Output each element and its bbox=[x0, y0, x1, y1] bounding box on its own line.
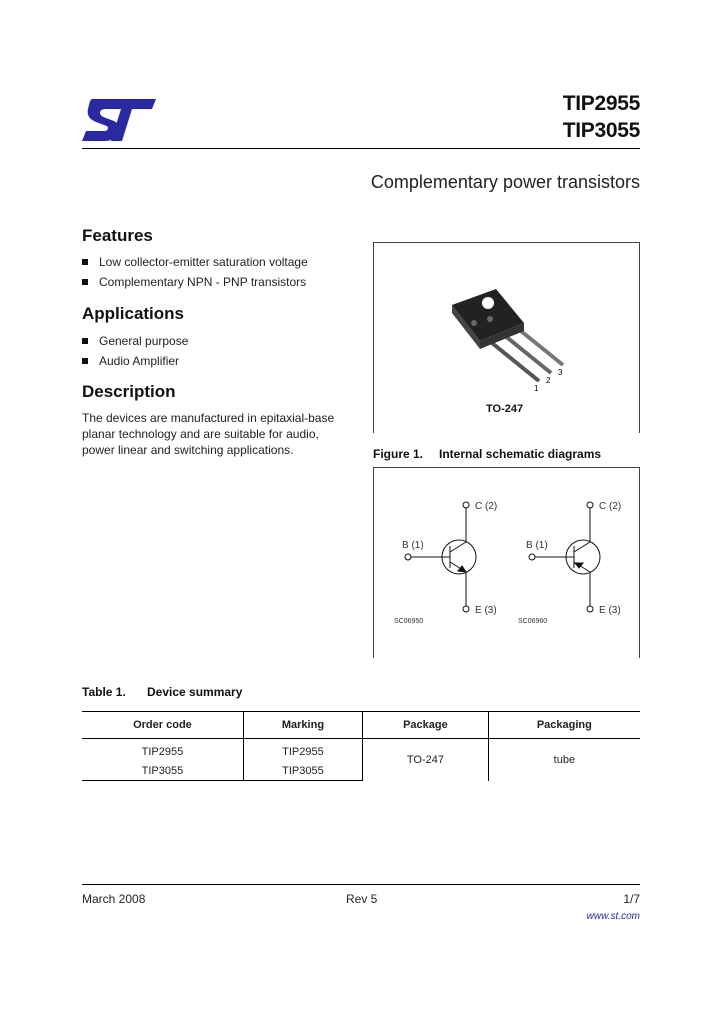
header-rule bbox=[82, 148, 640, 149]
order-code-cell: TIP2955 bbox=[141, 745, 184, 758]
description-text: The devices are manufactured in epitaxial-base planar technology and are suitable for audio, power linear and switching applications. bbox=[82, 411, 335, 457]
packaging-cell: tube bbox=[488, 739, 640, 781]
footer-page-number: 1/7 bbox=[623, 892, 640, 906]
bullet-icon bbox=[82, 338, 88, 344]
pin-label: 2 bbox=[546, 376, 551, 385]
emitter-label: E (3) bbox=[599, 605, 621, 616]
features-list bbox=[82, 254, 308, 294]
column-header: Order code bbox=[82, 712, 243, 739]
list-item: Complementary NPN - PNP transistors bbox=[82, 274, 308, 294]
applications-heading: Applications bbox=[82, 304, 185, 323]
schematic-figure-box bbox=[373, 467, 640, 658]
collector-label: C (2) bbox=[475, 501, 498, 512]
column-header: Marking bbox=[243, 712, 362, 739]
list-item: Audio Amplifier bbox=[82, 353, 188, 373]
schematic-diagrams bbox=[374, 468, 639, 658]
part-number-1: TIP2955 bbox=[562, 92, 640, 115]
part-number-2: TIP3055 bbox=[562, 119, 640, 142]
bullet-icon bbox=[82, 358, 88, 364]
package-label: TO-247 bbox=[486, 403, 524, 415]
marking-cell: TIP3055 bbox=[243, 761, 362, 781]
device-summary-table bbox=[82, 711, 640, 781]
base-label: B (1) bbox=[402, 540, 424, 551]
schematic-code: SC06960 bbox=[518, 618, 548, 625]
features-heading: Features bbox=[82, 226, 153, 245]
footer-rule bbox=[82, 884, 640, 885]
list-item: General purpose bbox=[82, 333, 188, 353]
bullet-icon bbox=[82, 279, 88, 285]
to247-package-image bbox=[444, 283, 574, 393]
schematic-code: SC06950 bbox=[394, 618, 424, 625]
website-link[interactable]: www.st.com bbox=[586, 911, 640, 922]
document-subtitle: Complementary power transistors bbox=[370, 172, 640, 192]
pnp-transistor-symbol bbox=[529, 502, 600, 612]
collector-label: C (2) bbox=[599, 501, 622, 512]
applications-list bbox=[82, 333, 188, 373]
footer-date: March 2008 bbox=[82, 892, 146, 906]
footer-revision: Rev 5 bbox=[346, 892, 378, 906]
bullet-icon bbox=[82, 259, 88, 265]
emitter-label: E (3) bbox=[475, 605, 497, 616]
pin-label: 3 bbox=[558, 368, 563, 377]
column-header: Package bbox=[363, 712, 489, 739]
pin-label: 1 bbox=[534, 384, 539, 393]
npn-transistor-symbol bbox=[405, 502, 476, 612]
column-header: Packaging bbox=[488, 712, 640, 739]
base-label: B (1) bbox=[526, 540, 548, 551]
order-code-cell: TIP3055 bbox=[82, 761, 243, 781]
marking-cell: TIP2955 bbox=[243, 739, 362, 762]
package-cell: TO-247 bbox=[363, 739, 489, 781]
list-item: Low collector-emitter saturation voltage bbox=[82, 254, 308, 274]
description-heading: Description bbox=[82, 382, 176, 401]
st-logo bbox=[82, 97, 158, 145]
table-header-row bbox=[82, 712, 640, 739]
figure-caption: Figure 1. Internal schematic diagrams bbox=[373, 447, 602, 461]
table-caption: Table 1. Device summary bbox=[82, 685, 243, 699]
table-row bbox=[82, 739, 640, 762]
